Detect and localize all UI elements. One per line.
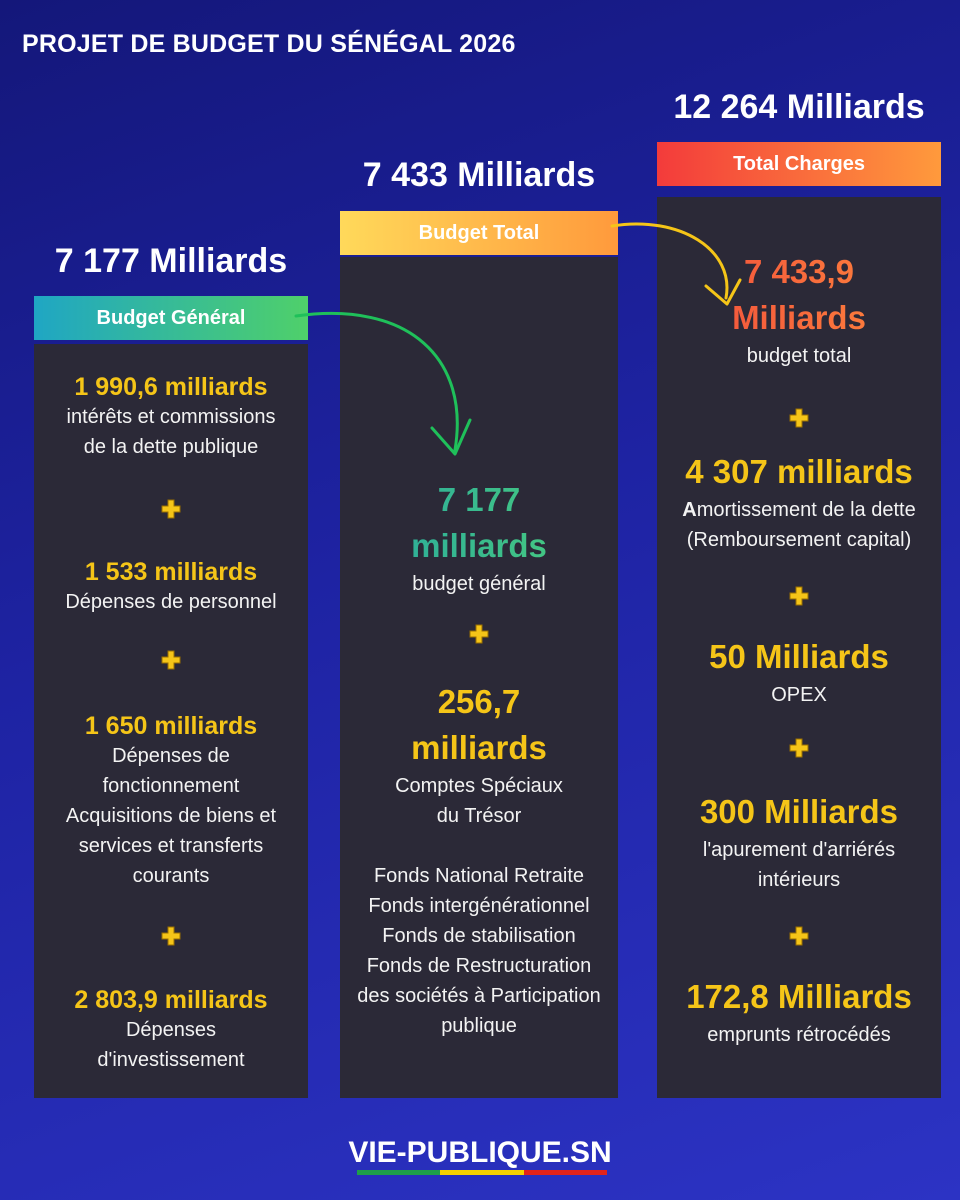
item-amount: 50 Milliards [709, 638, 889, 675]
plus-icon [788, 407, 810, 429]
item-desc: intérêts et commissions de la dette publique [66, 406, 276, 458]
item-amount: 256,7 milliards [411, 683, 547, 766]
item-budget-general [340, 477, 618, 599]
plus-icon [468, 623, 490, 645]
item-desc: OPEX [771, 684, 827, 706]
item-desc: emprunts rétrocédés [707, 1024, 891, 1046]
item-amount: 300 Milliards [699, 793, 899, 830]
item-desc: Dépenses de personnel [65, 591, 277, 613]
plus-icon [788, 737, 810, 759]
item-amount: 172,8 Milliards [686, 978, 912, 1015]
funds-list-text: Fonds National Retraite Fonds intergénérationnel Fonds de stabilisation Fonds de Restructuration des sociétés à Participation publique [357, 865, 601, 1037]
item-budget-total [657, 249, 941, 371]
item-emprunts [657, 974, 941, 1050]
item-interets [34, 372, 308, 462]
item-desc: Comptes Spéciaux du Trésor [395, 775, 563, 827]
plus-icon [788, 585, 810, 607]
funds-list [340, 861, 618, 1041]
item-desc-initial: A [682, 499, 697, 521]
brand-logo: VIE-PUBLIQUE.SN [348, 1136, 612, 1169]
item-desc: budget total [746, 345, 852, 367]
total-charges-label: Total Charges [657, 142, 941, 186]
budget-total-panel [340, 257, 618, 1098]
item-amount: 7 177 milliards [340, 477, 618, 569]
item-desc: Dépenses de fonctionnement Acquisitions de biens et services et transferts courants [65, 745, 277, 887]
item-desc-rest: mortissement de la dette (Remboursement capital) [686, 499, 916, 551]
item-fonctionnement [34, 711, 308, 891]
budget-total-label: Budget Total [340, 211, 618, 255]
item-investissement [34, 985, 308, 1075]
item-desc [657, 495, 941, 555]
item-amount: 7 433,9 Milliards [657, 249, 941, 341]
item-amount: 1 533 milliards [84, 558, 258, 586]
item-arrieres [657, 789, 941, 895]
item-amortissement [657, 449, 941, 555]
total-charges-amount: 12 264 Milliards [673, 88, 925, 126]
item-desc: l'apurement d'arriérés intérieurs [702, 839, 896, 891]
item-desc: Dépenses d'investissement [97, 1019, 245, 1071]
budget-general-panel [34, 344, 308, 1098]
item-comptes-speciaux [340, 679, 618, 831]
plus-icon [160, 649, 182, 671]
item-opex [657, 634, 941, 710]
item-amount: 2 803,9 milliards [74, 986, 268, 1014]
item-personnel [34, 557, 308, 617]
plus-icon [160, 925, 182, 947]
budget-total-amount: 7 433 Milliards [362, 156, 596, 194]
plus-icon [160, 498, 182, 520]
item-amount: 1 990,6 milliards [74, 373, 268, 401]
total-charges-panel [657, 197, 941, 1098]
plus-icon [788, 925, 810, 947]
item-amount: 1 650 milliards [84, 712, 258, 740]
item-amount: 4 307 milliards [685, 453, 913, 490]
budget-general-amount: 7 177 Milliards [54, 242, 288, 280]
budget-general-label: Budget Général [34, 296, 308, 340]
item-desc: budget général [412, 573, 546, 595]
page-title: PROJET DE BUDGET DU SÉNÉGAL 2026 [22, 30, 516, 58]
flag-stripe [357, 1170, 607, 1175]
